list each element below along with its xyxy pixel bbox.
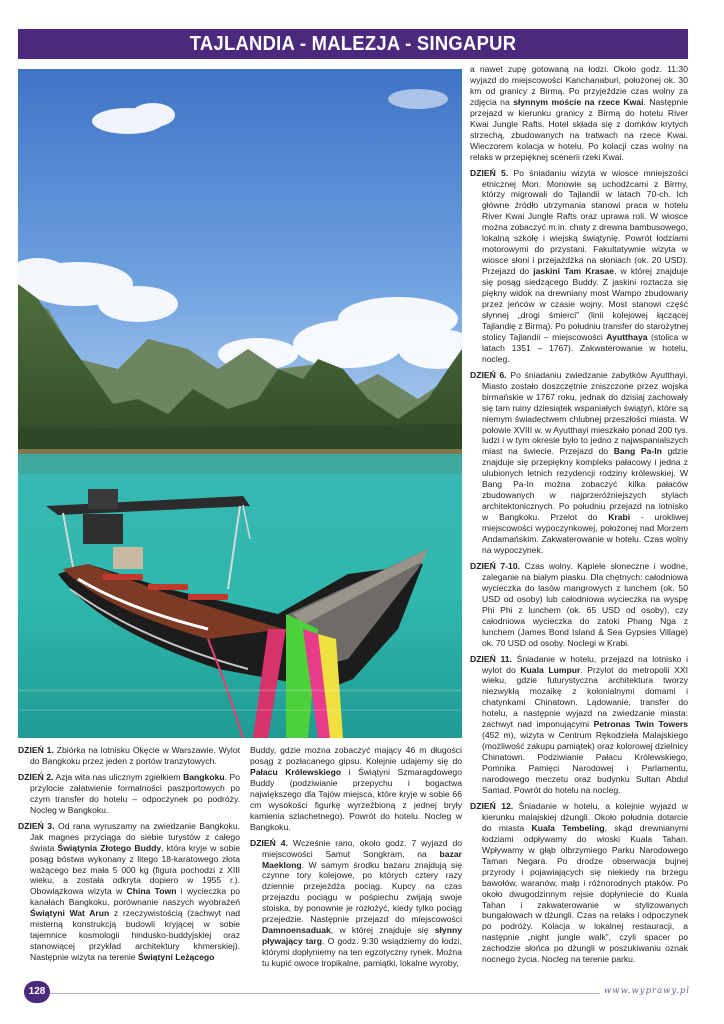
day-text: Śniadanie w hotelu, przejazd na lotnisko i wylot do Kuala Lumpur. Przylot do metropolii XXI wieku, gdzie futurystyczna architektura tworzy niezwykłą mozaikę z kolonialnymi domami i chatynkami Chinatown. Lądowanie, transfer do hotelu, a następnie wyjazd na zwiedzanie miasta: zachwyt nad imponującymi Petronas Twin Towers (452 m), wizyta w Centrum Rękodzieła Malajskiego (możliwość zakupu pamiątek) oraz kolorowej dzielnicy Chinatown. Podziwianie Pałacu Królewskiego, Pomnika Pamięci Narodowej i Parlamentu, narodowego meczetu oraz budynku Sultan Abdul Samad. Powrót do hotelu na nocleg. — [482, 653, 688, 795]
day-label: DZIEŃ 2. — [18, 771, 54, 782]
day-label: DZIEŃ 12. — [470, 800, 514, 811]
day-6 — [470, 370, 688, 556]
day-label: DZIEŃ 11. — [470, 653, 512, 664]
day-label: DZIEŃ 7-10. — [470, 560, 520, 571]
page-number: 128 — [24, 981, 50, 1003]
day-label: DZIEŃ 3. — [18, 820, 55, 831]
longtail-boat-on-lake-icon — [18, 69, 462, 738]
day-text: Zbiórka na lotnisku Okęcie w Warszawie. Wylot do Bangkoku przez jeden z portów tranzytowych. — [30, 745, 240, 766]
text-column-3 — [470, 64, 688, 970]
day-label: DZIEŃ 6. — [470, 369, 507, 380]
day-label: DZIEŃ 4. — [250, 837, 288, 848]
text-column-1 — [18, 745, 240, 968]
day-4 — [250, 838, 462, 969]
day-text: Po śniadaniu zwiedzanie zabytków Ayutthayi. Miasto zostało doszczętnie zniszczone przez wojska birmańskie w 1767 roku, jednak do dzisiaj zachowały się tam ruiny dziesiątek wspaniałych świątyń, które są niemym świadectwem chlubnej przeszłości miasta. W połowie XVIII w. w Ayutthayi mieszkało ponad 200 tys. ludzi i w tym okresie było to jedno z najwspanialszych miast na świecie. Przejazd do Bang Pa-In gdzie znajduje się przepiękny kompleks pałacowy i jedna z ulubionych letnich rezydencji rodziny królewskiej. W Bang Pa-In można zobaczyć kilka pałaców zbudowanych w najprzeróżniejszych stylach architektonicznych. Po południu przejazd na lotnisko w Bangkoku. Przelot do Krabi - urokliwej miejscowości wypoczynkowej, położonej nad Morzem Andamańskim. Zakwaterowanie w hotelu. Czas wolny na wypoczynek. — [482, 369, 688, 555]
day-text: Wcześnie rano, około godz. 7 wyjazd do miejscowości Samut Songkram, na bazar Maeklong. W samym środku bazaru znajdują się czynne tory kolejowe, po których cztery razy dziennie przejeżdża pociąg. Kupcy na czas przejazdu pociągu w pośpiechu zwijają swoje stoiska, by ponownie je rozłożyć, kiedy tylko pociąg przejedzie. Następnie przejazd do miejscowości Damnoensaduak, w której znajduje się słynny pływający targ. O godz. 9:30 wsiądziemy do łodzi, którymi dopłyniemy na ten egzotyczny rynek. Można tu kupić owoce tropikalne, pamiątki, lokalne wyroby, — [262, 837, 462, 969]
day-text: Po śniadaniu wizyta w wiosce mniejszości etnicznej Mon. Monowie są uchodźcami z Birmy, którzy migrowali do Tajlandii w latach 70-ch. Ich główne źródło utrzymania stanowi praca w hotelu River Kwai Jungle Rafts oraz uprawa roli. W wiosce można zobaczyć m.in. chaty z drewna bambusowego, lokalną szkołę i wiejską świątynię. Powrót łodziami motorowymi do przystani. Fakultatywnie wizyta w wiosce słoni i przejażdżka na słoniach (ok. 20 USD). Przejazd do jaskini Tam Krasae, w której znajduje się posąg siedzącego Buddy. Z jaskini roztacza się piękny widok na drewniany most Wampo zbudowany przez jeńców w czasie wojny. Most stanowi część słynnej „drogi śmierci” (linii kolejowej łączącej Tajlandię z Birmą). Po południu transfer do starożytnej stolicy Tajlandii – miejscowości Ayutthaya (stolica w latach 1351 – 1767). Zakwaterowanie w hotelu, nocleg. — [482, 167, 688, 364]
day-2 — [18, 772, 240, 816]
website-link[interactable]: www.wyprawy.pl — [604, 986, 690, 996]
day-text: Czas wolny. Kąpiele słoneczne i wodne, zaleganie na białym piasku. Dla chętnych: całodniowa wycieczka do lasów mangrowych z lunchem (ok. 50 USD od osoby) lub całodniowa wycieczka na wyspę Phi Phi z lunchem (ok. 65 USD od osoby), czy całodniowa wycieczka do zatoki Phang Nga z lunchem (James Bond Island & Sea Gypsies Village) ok. 70 USD od osoby. Noclegi w Krabi. — [482, 560, 688, 648]
day-text: Od rana wyruszamy na zwiedzanie Bangkoku. Jak magnes przyciąga do siebie turystów z całego świata Świątynia Złotego Buddy, która kryje w sobie posąg bóstwa wykonany z litego 18-karatowego złota ważącego bez mała 5 000 kg (figura pochodzi z XIII wieku, a została odkryta dopiero w 1955 r.). Obowiązkowa wizyta w China Town i wycieczka po kanałach Bangkoku, porównanie naszych wyobrażeń Świątyni Wat Arun z rzeczywistością (zachwyt nad misterną konstrukcją budowli kryjącej w sobie tajemnice kosmologii hindusko-buddyjskiej oraz stanowiącej przykład architektury khmerskiej). Następnie wizyta na terenie Świątyni Leżącego — [30, 820, 240, 963]
day-7-10 — [470, 561, 688, 649]
day-11 — [470, 654, 688, 796]
day-12 — [470, 801, 688, 965]
text-column-2 — [250, 745, 462, 974]
day-3-continued: Buddy, gdzie można zobaczyć mający 46 m długości posąg z pozłacanego gipsu. Kolejnie udajemy się do Pałacu Królewskiego i Świątyni Szmaragdowego Buddy (podziwianie przepychu i bogactwa największego dla Tajów miejsca, które kryje w sobie 66 cm wysokości figurkę wyrzeźbioną z jednej bryły kamienia szlachetnego). Powrót do hotelu. Nocleg w Bangkoku. — [250, 745, 462, 832]
day-4-continued: a nawet zupę gotowaną na łodzi. Około godz. 11:30 wyjazd do miejscowości Kanchanaburi, położonej ok. 30 km od granicy z Birmą. Po przyjeździe czas wolny za zdjęcia na słynnym moście na rzece Kwai. Następnie przejazd w kierunku granicy z Birmą do hotelu River Kwai Jungle Rafts. Hotel składa się z domków krytych strzechą, zbudowanych na tratwach na rzece Kwai. Wieczorem kolacja w hotelu. Po kolacji czas wolny na relaks w przepięknej scenerii rzeki Kwai. — [470, 64, 688, 162]
page-header — [18, 29, 688, 59]
day-1 — [18, 745, 240, 767]
page-title: TAJLANDIA - MALEZJA - SINGAPUR — [189, 33, 517, 55]
day-label: DZIEŃ 1. — [18, 745, 54, 755]
day-label: DZIEŃ 5. — [470, 167, 509, 178]
day-text: Azja wita nas ulicznym zgiełkiem Bangkoku. Po przylocie załatwienie formalności paszportowych po czym transfer do hotelu – odpoczynek po podróży. Nocleg w Bangkoku. — [30, 771, 241, 815]
day-3 — [18, 821, 240, 963]
day-5 — [470, 168, 688, 365]
footer-divider — [50, 993, 600, 994]
day-text: Śniadanie w hotelu, a kolejnie wyjazd w kierunku malajskiej dżungli. Około południa dotarcie do miasta Kuala Tembeling, skąd drewnianymi łodziami odpływamy do wioski Kuala Tahan. Wpływamy w głąb olbrzymiego Parku Narodowego Taman Negara. Po drodze obserwacja bujnej przyrody i pojawiających się niekiedy na brzegu bawołów, waranów, małp i różnorodnych ptaków. Po około dwugodzinnym rejsie dopłyniecie do Kuala Tahan i zakwaterowanie w stylizowanych bungalowach w dżungli. Czas na relaks i odpoczynek po podróży. Kolacja w lokalnej restauracji, a następnie „night jungle walk”, czyli spacer po zachodzie słońca po dżungli w poszukiwaniu oznak nocnego życia. Nocleg na terenie parku. — [482, 800, 688, 965]
